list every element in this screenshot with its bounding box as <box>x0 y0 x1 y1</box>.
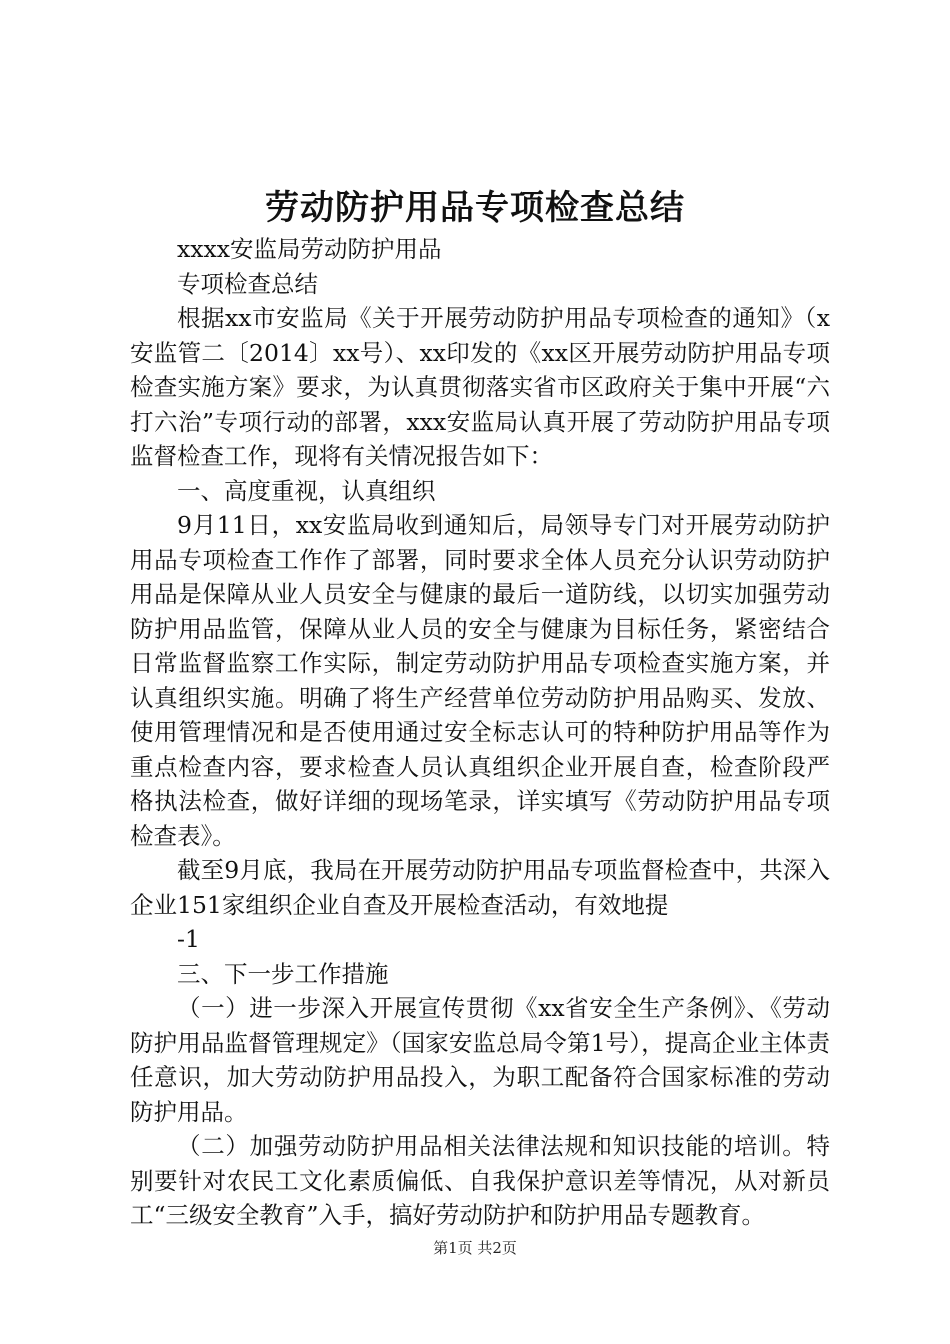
section-heading-1: 一、高度重视，认真组织 <box>177 476 436 505</box>
paragraph-progress: 截至9月底，我局在开展劳动防护用品专项监督检查中，共深入企业151家组织企业自查及开展检查活动，有效地提 <box>130 856 830 919</box>
paragraph-measure-2: （二）加强劳动防护用品相关法律法规和知识技能的培训。特别要针对农民工文化素质偏低、自我保护意识差等情况，从对新员工“三级安全教育”入手，搞好劳动防护和防护用品专题教育。 <box>130 1132 830 1229</box>
paragraph-org-heading: xxxx安监局劳动防护用品 <box>177 235 442 263</box>
document-title: 劳动防护用品专项检查总结 <box>265 188 685 228</box>
page-footer: 第1页 共2页 <box>433 1239 517 1257</box>
paragraph-section-1: 9月11日，xx安监局收到通知后，局领导专门对开展劳动防护用品专项检查工作作了部署，同时要求全体人员充分认识劳动防护用品是保障从业人员安全与健康的最后一道防线，以切实加强劳动防护用品监管，保障从业人员的安全与健康为目标任务，紧密结合日常监督监察工作实际，制定劳动防护用品专项检查实施方案，并认真组织实施。明确了将生产经营单位劳动防护用品购买、发放、使用管理情况和是否使用通过安全标志认可的特种防护用品等作为重点检查内容，要求检查人员认真组织企业开展自查，检查阶段严格执法检查，做好详细的现场笔录，详实填写《劳动防护用品专项检查表》。 <box>130 511 830 850</box>
page-marker: -1 <box>177 925 200 953</box>
document-body <box>130 232 830 1233</box>
section-heading-3: 三、下一步工作措施 <box>177 959 389 988</box>
paragraph-measure-1: （一）进一步深入开展宣传贯彻《xx省安全生产条例》、《劳动防护用品监督管理规定》（国家安监总局令第1号），提高企业主体责任意识，加大劳动防护用品投入，为职工配备符合国家标准的劳动防护用品。 <box>130 994 830 1126</box>
paragraph-subtitle: 专项检查总结 <box>177 269 318 298</box>
paragraph-intro: 根据xx市安监局《关于开展劳动防护用品专项检查的通知》（x安监管二〔2014〕xx号）、xx印发的《xx区开展劳动防护用品专项检查实施方案》要求，为认真贯彻落实省市区政府关于集中开展“六打六治”专项行动的部署，xxx安监局认真开展了劳动防护用品专项监督检查工作，现将有关情况报告如下： <box>130 304 830 470</box>
